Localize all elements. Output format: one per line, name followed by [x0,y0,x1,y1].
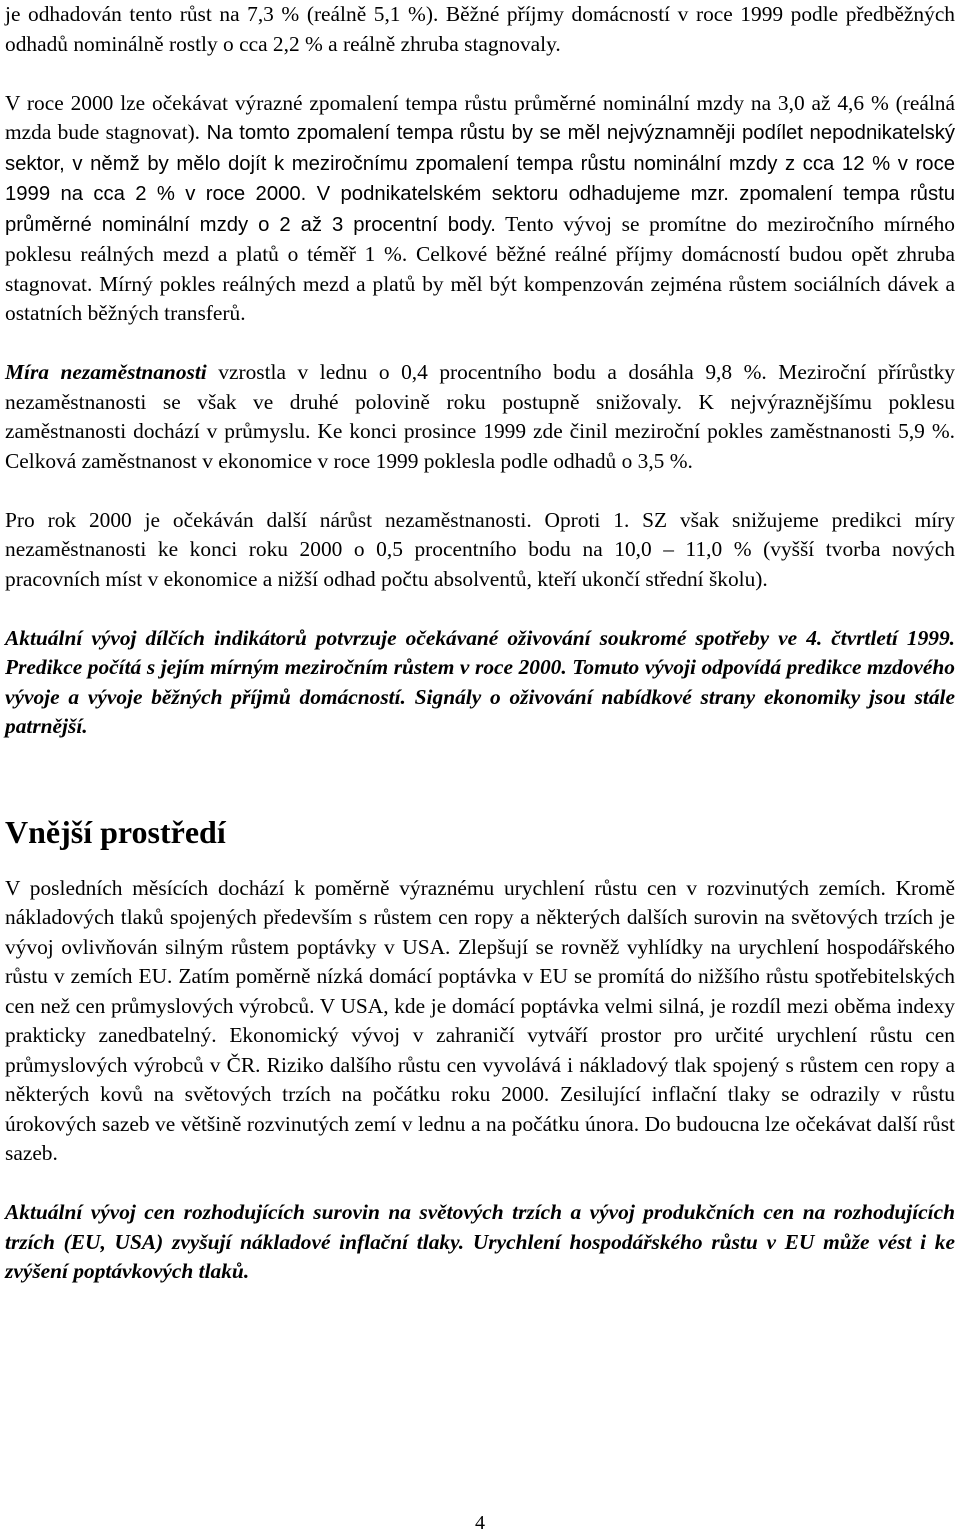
paragraph-unemployment [5,358,955,476]
summary-external-prices: Aktuální vývoj cen rozhodujících surovin na světových trzích a vývoj produkčních cen na rozhodujících trzích (EU, USA) zvyšují nákladové inflační tlaky. Urychlení hospodářského růstu v EU může vést i ke zvýšení poptávkových tlaků. [5,1200,955,1283]
section-heading: Vnější prostředí [5,813,226,850]
text-segment-sans: Na tomto zpomalení tempa růstu by se měl nejvýznamněji podílet nepodnikatelský sektor, v němž by mělo dojít k meziročnímu zpomalení tempa růstu nominální mzdy z cca 12 % v roce 1999 na cca 2 % v roce 2000. V podnikatelském sektoru odhadujeme mzr. zpomalení tempa růstu průměrné nominální mzdy o 2 až 3 procentní body. [5,122,955,236]
paragraph-external-environment: V posledních měsících dochází k poměrně výraznému urychlení růstu cen v rozvinutých zemích. Kromě nákladových tlaků spojených především s růstem cen ropy a některých dalších surovin na světových trzích je vývoj ovlivňován silným růstem poptávky v USA. Zlepšují se rovněž vyhlídky na urychlení hospodářského růstu v zemích EU. Zatím poměrně nízká domácí poptávka v EU se promítá do nižšího růstu spotřebitelských cen než cen průmyslových výrobců. V USA, kde je domácí poptávka velmi silná, je rozdíl mezi oběma indexy prakticky zanedbatelný. Ekonomický vývoj v zahraničí vytváří prostor pro určité urychlení růstu cen průmyslových výrobců v ČR. Riziko dalšího růstu cen vyvolává i nákladový tlak spojený s růstem cen ropy a některých kovů na světových trzích na počátku roku 2000. Zesilující inflační tlaky se odrazily v růstu úrokových sazeb ve většině rozvinutých zemí v lednu a na počátku února. Do budoucna lze očekávat další růst sazeb. [5,875,955,1165]
text-segment: je odhadován tento růst na 7,3 % (reálně 5,1 %). [5,2,439,26]
text-segment: V roce 2000 lze očekávat výrazné zpomalení tempa růstu průměrné nominální mzdy na 3,0 až 4,6 % (reálná mzda bude stagnovat). [5,90,955,144]
summary-consumption: Aktuální vývoj dílčích indikátorů potvrzuje očekávané oživování soukromé spotřeby ve 4. čtvrtletí 1999. Predikce počítá s jejím mírným meziročním růstem v roce 2000. Tomuto vývoji odpovídá predikce mzdového vývoje a vývoje běžných příjmů domácností. Signály o oživování nabídkové strany ekonomiky jsou stále patrnější. [5,625,955,738]
paragraph-wage-outlook [5,89,955,329]
text-segment: vzrostla v lednu o 0,4 procentního bodu a dosáhla 9,8 %. Meziroční přírůstky nezaměstnanosti se však ve druhé polovině roku postupně snižovaly. K nejvýraznějšímu poklesu zaměstnanosti dochází v průmyslu. Ke konci prosince 1999 zde činil meziroční pokles zaměstnanosti 5,9 %. Celková zaměstnanost v ekonomice v roce 1999 poklesla podle odhadů o 3,5 %. [5,360,955,473]
term-unemployment-rate: Míra nezaměstnanosti [5,360,207,384]
document-page [5,0,955,1287]
text-segment: Běžné příjmy domácností v roce 1999 podle předběžných odhadů nominálně rostly o cca 2,2 % a reálně zhruba stagnovaly. [5,2,956,56]
text-segment: Tento vývoj se promítne do meziročního mírného poklesu reálných mezd a platů o téměř 1 %. Celkové běžné reálné příjmy domácností budou opět zhruba stagnovat. Mírný pokles reálných mezd a platů by měl být kompenzován zejména růstem sociálních dávek a ostatních běžných transferů. [5,211,955,325]
page-number: 4 [475,1512,485,1534]
paragraph-household-income [5,0,955,59]
paragraph-unemployment-forecast: Pro rok 2000 je očekáván další nárůst nezaměstnanosti. Oproti 1. SZ však snižujeme predikci míry nezaměstnanosti ke konci roku 2000 o 0,5 procentního bodu na 10,0 – 11,0 % (vyšší tvorba nových pracovních míst v ekonomice a nižší odhad počtu absolventů, kteří ukončí střední školu). [5,507,955,591]
